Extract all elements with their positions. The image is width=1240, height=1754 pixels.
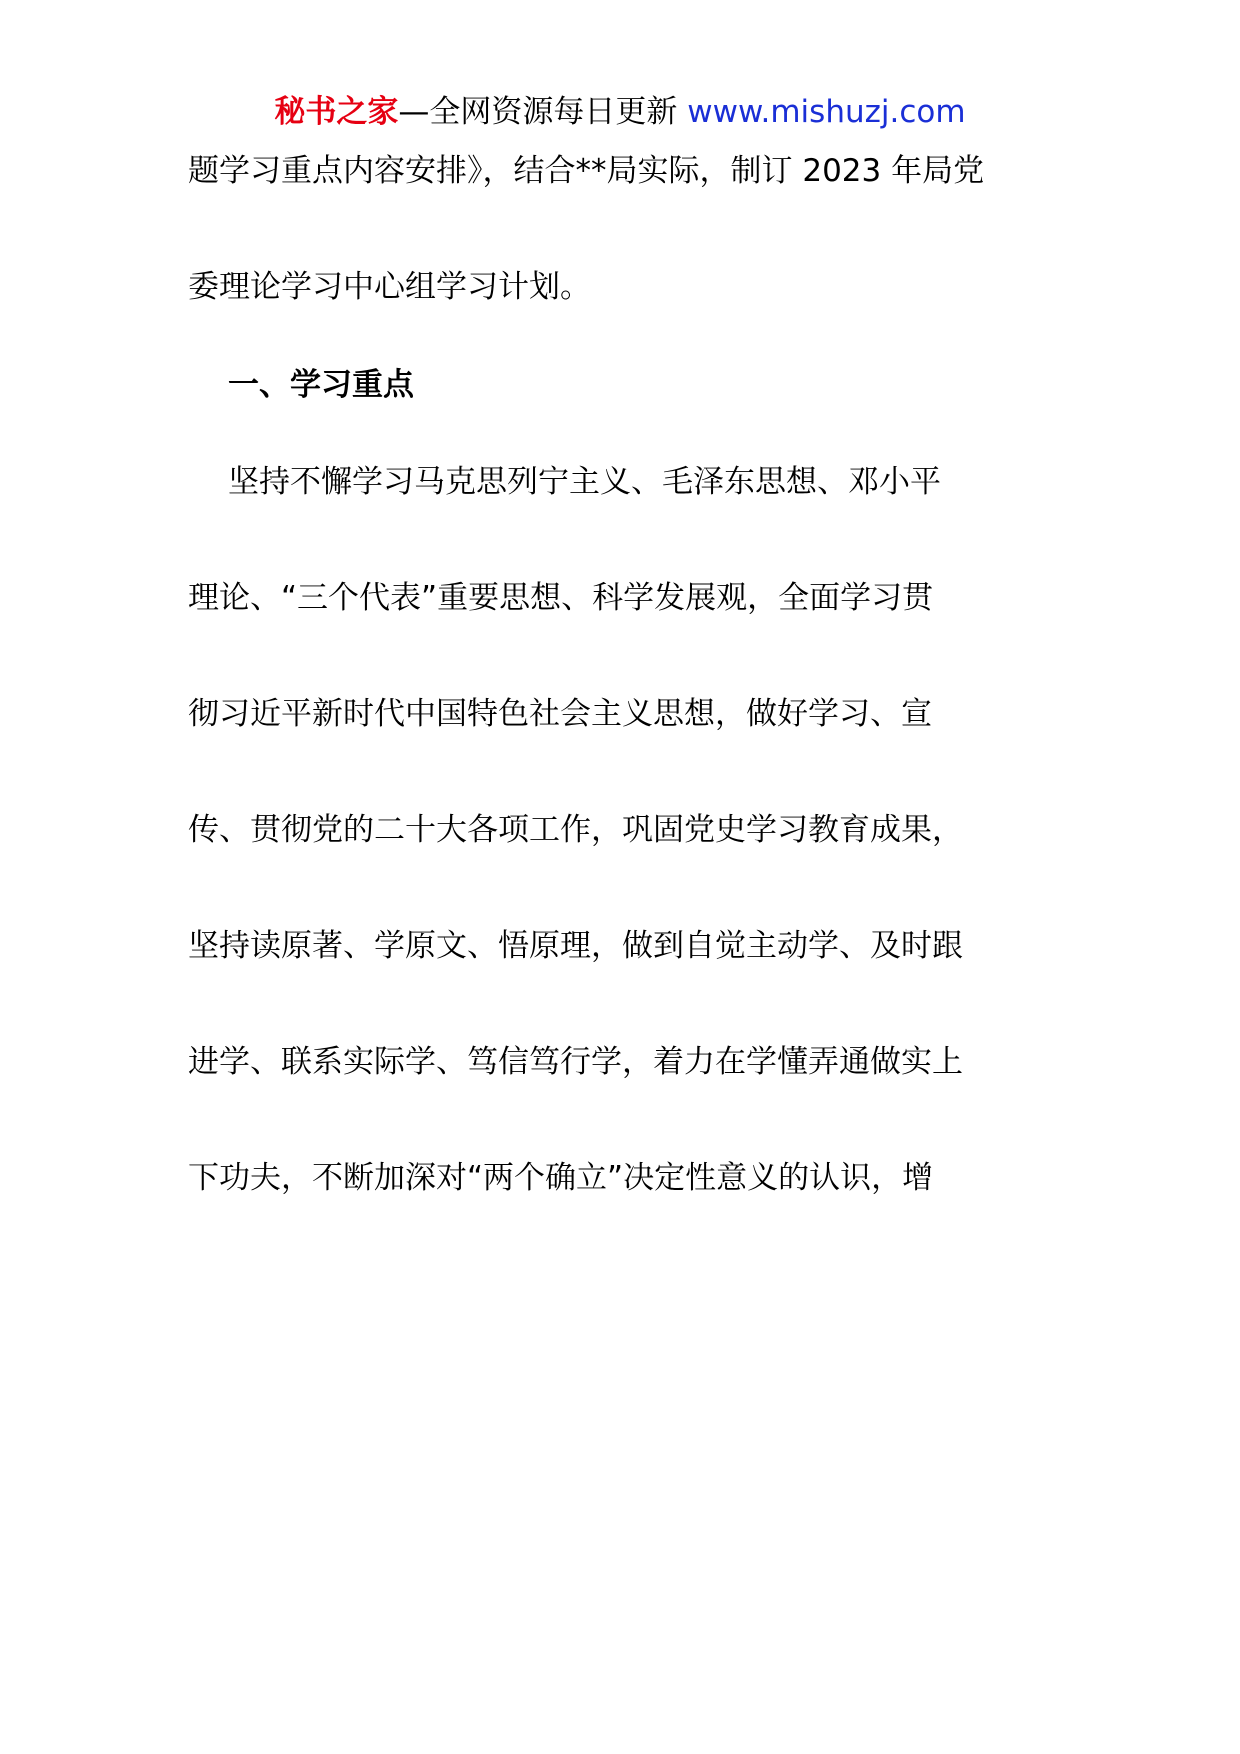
- paragraph-line-9: 下功夫，不断加深对“两个确立”决定性意义的认识，增: [188, 1160, 934, 1196]
- brand-name: 秘书之家: [274, 94, 399, 130]
- section-heading: 一、学习重点: [228, 367, 414, 403]
- header-tagline: —全网资源每日更新: [398, 94, 688, 130]
- paragraph-line-5: 彻习近平新时代中国特色社会主义思想，做好学习、宣: [188, 696, 932, 732]
- paragraph-line-8: 进学、联系实际学、笃信笃行学，着力在学懂弄通做实上: [188, 1044, 963, 1080]
- paragraph-line-6: 传、贯彻党的二十大各项工作，巩固党史学习教育成果，: [188, 812, 963, 848]
- paragraph-line-1: 题学习重点内容安排》，结合**局实际，制订 2023 年局党: [188, 153, 985, 189]
- site-url-link[interactable]: www.mishuzj.com: [687, 94, 966, 130]
- paragraph-line-7: 坚持读原著、学原文、悟原理，做到自觉主动学、及时跟: [188, 928, 963, 964]
- watermark-header: [0, 92, 1240, 132]
- paragraph-line-4: 理论、“三个代表”重要思想、科学发展观，全面学习贯: [188, 580, 934, 616]
- paragraph-line-3: 坚持不懈学习马克思列宁主义、毛泽东思想、邓小平: [228, 464, 941, 500]
- paragraph-line-2: 委理论学习中心组学习计划。: [188, 269, 591, 305]
